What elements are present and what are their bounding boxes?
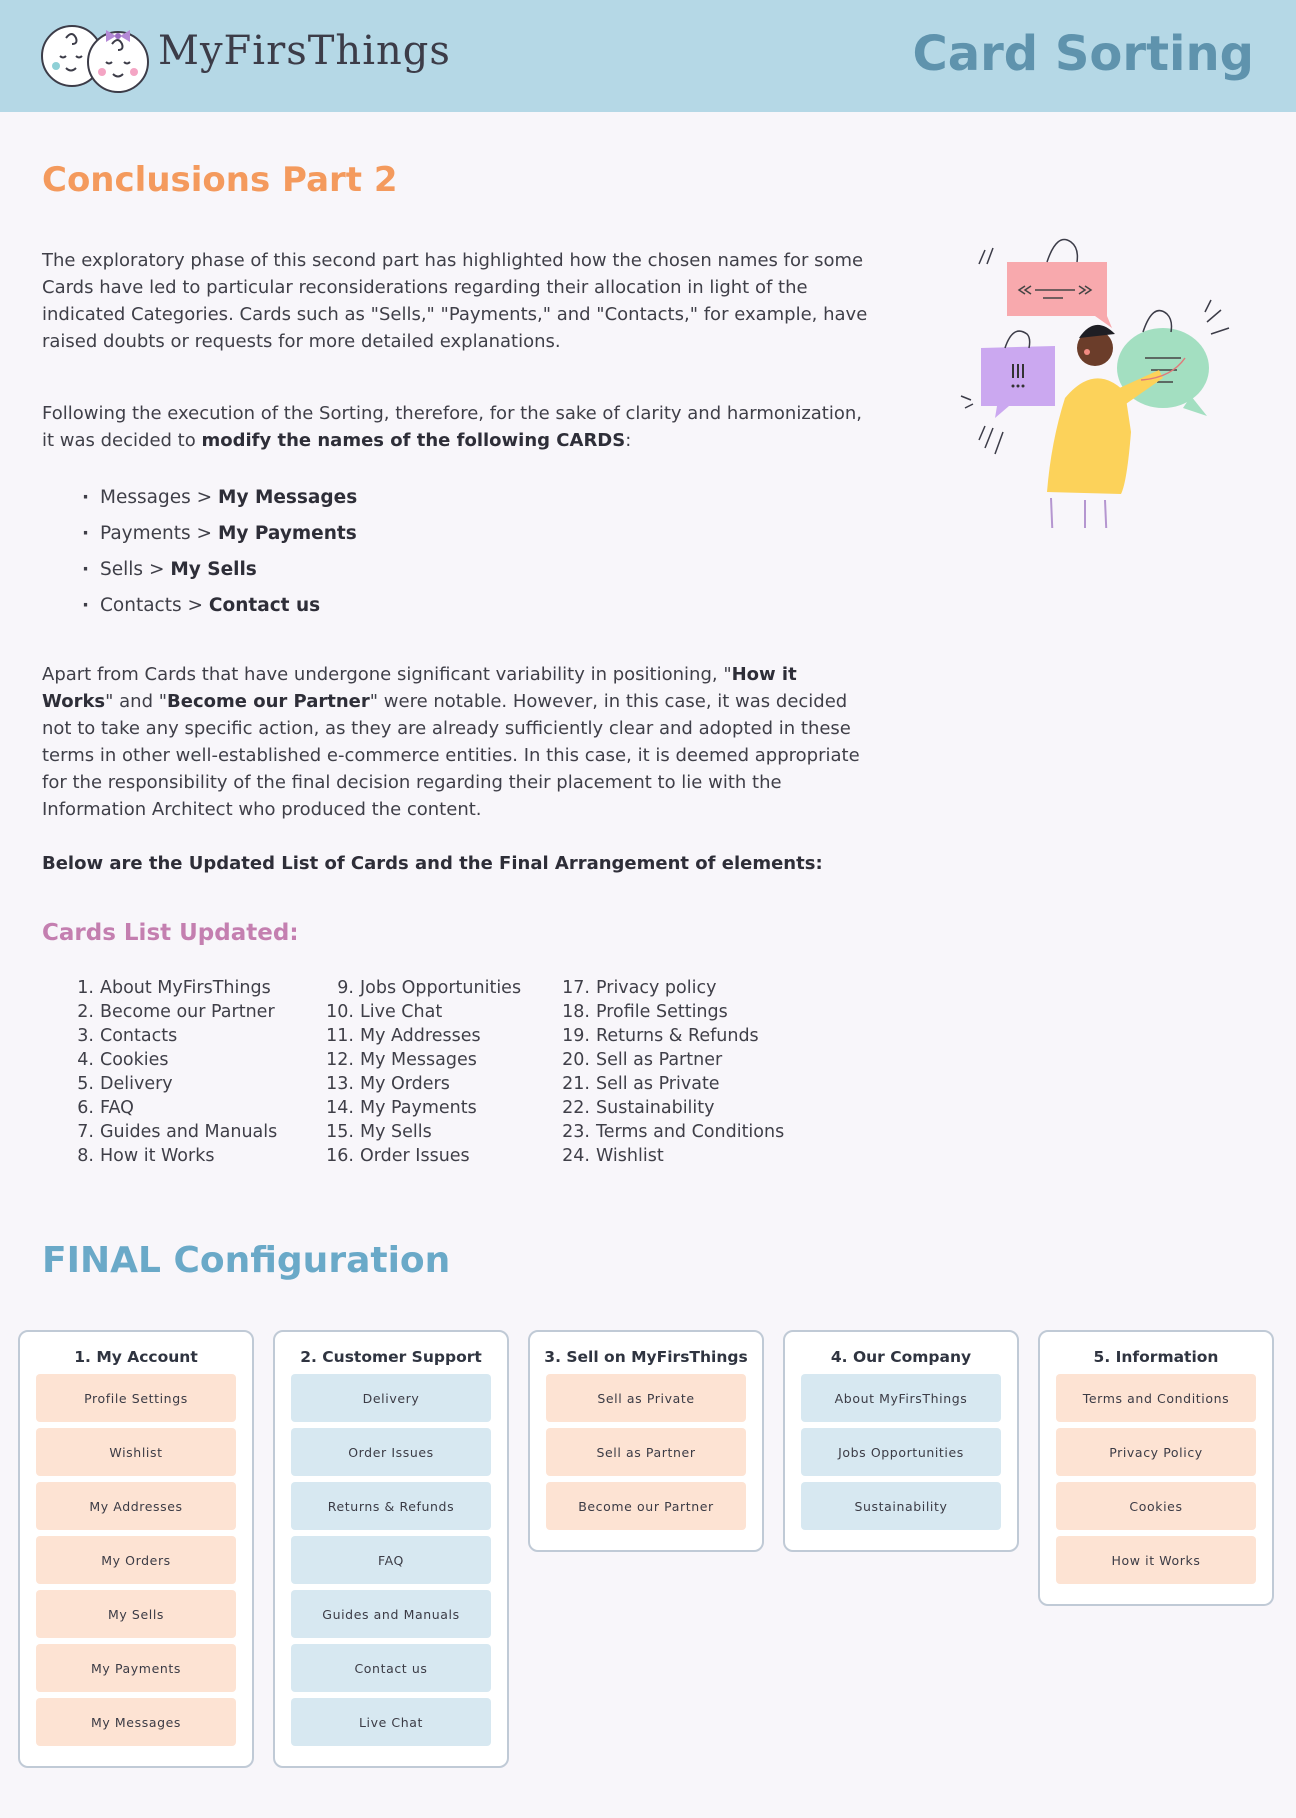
card: Sell as Partner <box>546 1428 746 1476</box>
list-item: 5. Delivery <box>77 1074 173 1094</box>
card: Profile Settings <box>36 1374 236 1422</box>
list-item: 4. Cookies <box>77 1050 169 1070</box>
card: My Messages <box>36 1698 236 1746</box>
card: My Payments <box>36 1644 236 1692</box>
list-item: 19. Returns & Refunds <box>562 1026 759 1046</box>
card: FAQ <box>291 1536 491 1584</box>
list-item: 17. Privacy policy <box>562 978 717 998</box>
card: Live Chat <box>291 1698 491 1746</box>
list-item: 20. Sell as Partner <box>562 1050 723 1070</box>
page-title: Card Sorting <box>912 26 1254 82</box>
card: Jobs Opportunities <box>801 1428 1001 1476</box>
list-item: 1. About MyFirsThings <box>77 978 271 998</box>
decision-paragraph: Following the execution of the Sorting, therefore, for the sake of clarity and harmonization, it was decided to modify the names of the following CARDS: <box>42 403 863 451</box>
card: Sustainability <box>801 1482 1001 1530</box>
baby-faces-logo-icon <box>40 16 152 96</box>
list-item: 12. My Messages <box>326 1050 477 1070</box>
variability-paragraph: Apart from Cards that have undergone significant variability in positioning, "How it Works" and "Become our Partner" were notable. However, in this case, it was decided not to take any specific action, as they are already sufficiently clear and adopted in these terms in other well-established e-commerce entities. In this case, it is deemed appropriate for the responsibility of the final decision regarding their placement to lie with the Information Architect who produced the content. <box>42 664 860 820</box>
list-item: 2. Become our Partner <box>77 1002 275 1022</box>
list-item: 16. Order Issues <box>326 1146 470 1166</box>
category-my-account <box>18 1330 254 1768</box>
card: Cookies <box>1056 1482 1256 1530</box>
card: How it Works <box>1056 1536 1256 1584</box>
category-title: 1. My Account <box>74 1348 198 1366</box>
card: Wishlist <box>36 1428 236 1476</box>
card: My Addresses <box>36 1482 236 1530</box>
list-item: · Sells > My Sells <box>82 552 357 588</box>
cards-list-title: Cards List Updated: <box>42 920 299 946</box>
list-item: 11. My Addresses <box>326 1026 481 1046</box>
list-item: 10. Live Chat <box>326 1002 443 1022</box>
card: My Orders <box>36 1536 236 1584</box>
list-item: · Messages > My Messages <box>82 480 357 516</box>
header <box>0 0 1296 112</box>
brand-name: MyFirsThings <box>158 28 451 74</box>
card: Delivery <box>291 1374 491 1422</box>
intro-paragraph: The exploratory phase of this second part has highlighted how the chosen names for some Cards have led to particular reconsiderations regarding their allocation in light of the indicated Categories. Cards such as "Sells," "Payments," and "Contacts," for example, have raised doubts or requests for more detailed explanations. <box>42 250 868 352</box>
list-item: 14. My Payments <box>326 1098 477 1118</box>
renamed-cards-list <box>82 480 357 624</box>
list-item: 18. Profile Settings <box>562 1002 728 1022</box>
category-title: 5. Information <box>1093 1348 1219 1366</box>
cards-list-column-1 <box>72 976 277 1168</box>
card: Privacy Policy <box>1056 1428 1256 1476</box>
list-item: 6. FAQ <box>77 1098 134 1118</box>
card: Contact us <box>291 1644 491 1692</box>
card: Sell as Private <box>546 1374 746 1422</box>
card: About MyFirsThings <box>801 1374 1001 1422</box>
card: Terms and Conditions <box>1056 1374 1256 1422</box>
card: Become our Partner <box>546 1482 746 1530</box>
category-title: 3. Sell on MyFirsThings <box>544 1348 748 1366</box>
list-item: 13. My Orders <box>326 1074 450 1094</box>
section-title: Conclusions Part 2 <box>42 160 398 200</box>
cards-list-column-2 <box>310 976 521 1168</box>
list-item: · Payments > My Payments <box>82 516 357 552</box>
chat-person-illustration-icon <box>955 228 1235 528</box>
list-item: 22. Sustainability <box>562 1098 715 1118</box>
list-item: 9. Jobs Opportunities <box>337 978 522 998</box>
cards-list-column-3 <box>558 976 784 1168</box>
list-item: 23. Terms and Conditions <box>562 1122 785 1142</box>
list-item: · Contacts > Contact us <box>82 588 357 624</box>
card: My Sells <box>36 1590 236 1638</box>
list-item: 24. Wishlist <box>562 1146 664 1166</box>
category-sell-on-myfirsthings <box>528 1330 764 1552</box>
card: Order Issues <box>291 1428 491 1476</box>
category-information <box>1038 1330 1274 1606</box>
list-item: 15. My Sells <box>326 1122 432 1142</box>
category-title: 4. Our Company <box>830 1348 972 1366</box>
list-item: 21. Sell as Private <box>562 1074 720 1094</box>
category-title: 2. Customer Support <box>300 1348 482 1366</box>
card: Guides and Manuals <box>291 1590 491 1638</box>
list-item: 8. How it Works <box>77 1146 215 1166</box>
list-item: 7. Guides and Manuals <box>77 1122 278 1142</box>
list-item: 3. Contacts <box>77 1026 178 1046</box>
final-configuration-title: FINAL Configuration <box>42 1240 451 1281</box>
category-customer-support <box>273 1330 509 1768</box>
card: Returns & Refunds <box>291 1482 491 1530</box>
category-our-company <box>783 1330 1019 1552</box>
below-note: Below are the Updated List of Cards and the Final Arrangement of elements: <box>42 853 823 874</box>
